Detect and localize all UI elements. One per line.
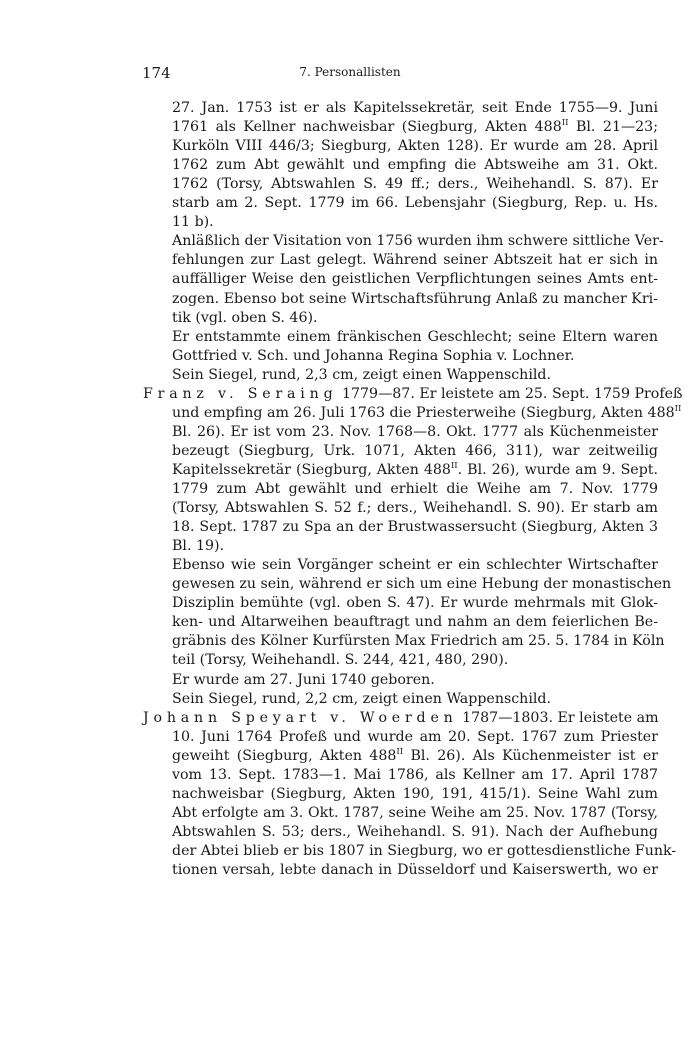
text-line: 18. Sept. 1787 zu Spa an der Brustwassersucht (Siegburg, Akten 3 (172, 519, 658, 536)
text-line: gewesen zu sein, während er sich um eine Hebung der monastischen (172, 576, 672, 593)
text-line: Er wurde am 27. Juni 1740 geboren. (172, 671, 435, 688)
text-line: 1761 als Kellner nachweisbar (Siegburg, Akten $488^{II}$ Bl. 21—23; (172, 118, 658, 136)
text-line: 1762 (Torsy, Abtswahlen S. 49 ff.; ders., Weihehandl. S. 87). Er (172, 176, 658, 193)
roman-superscript: II (450, 460, 458, 471)
abbot-name: Johann Speyart v. Woerden (143, 709, 458, 726)
text-line: Ebenso wie sein Vorgänger scheint er ein schlechter Wirtschafter (172, 557, 658, 574)
roman-superscript: II (396, 746, 404, 757)
text-line: (Torsy, Abtswahlen S. 52 f.; ders., Weihehandl. S. 90). Er starb am (172, 500, 658, 517)
text-line: vom 13. Sept. 1783—1. Mai 1786, als Kellner am 17. April 1787 (172, 766, 658, 783)
text-line: Abtswahlen S. 53; ders., Weihehandl. S. 91). Nach der Aufhebung (172, 823, 658, 840)
text-line: Anläßlich der Visitation von 1756 wurden ihm schwere sittliche Ver- (172, 233, 664, 250)
text-line: Bl. 26). Er ist vom 23. Nov. 1768—8. Okt. 1777 als Küchenmeister (172, 423, 658, 440)
text-line: Bl. 19). (172, 538, 225, 555)
text-line: auffälliger Weise den geistlichen Verpflichtungen seines Amts ent- (172, 271, 658, 288)
text-line: starb am 2. Sept. 1779 im 66. Lebensjahr (Siegburg, Rep. u. Hs. (172, 195, 658, 212)
page-header (0, 64, 700, 86)
text-line: 27. Jan. 1753 ist er als Kapitelssekretär, seit Ende 1755—9. Juni (172, 100, 658, 116)
text-line: 1779 zum Abt gewählt und erhielt die Weihe am 7. Nov. 1779 (172, 481, 658, 497)
text-line: 10. Juni 1764 Profeß und wurde am 20. Sept. 1767 zum Priester (172, 728, 658, 745)
text-line: tionen versah, lebte danach in Düsseldorf und Kaiserswerth, wo er (172, 862, 658, 878)
text-line: tik (vgl. oben S. 46). (172, 309, 318, 326)
text-line: teil (Torsy, Weihehandl. S. 244, 421, 480, 290). (172, 652, 509, 669)
text-line: Sein Siegel, rund, 2,2 cm, zeigt einen Wappenschild. (172, 690, 551, 707)
text-line: Sein Siegel, rund, 2,3 cm, zeigt einen Wappenschild. (172, 366, 551, 383)
text-line: Kurköln VIII 446/3; Siegburg, Akten 128). Er wurde am 28. April (172, 138, 658, 155)
text-line: gräbnis des Kölner Kurfürsten Max Friedrich am 25. 5. 1784 in Köln (172, 633, 665, 650)
page-number: 174 (142, 64, 171, 82)
text-line: geweiht (Siegburg, Akten $488^{II}$ Bl. 26). Als Küchenmeister ist er (172, 746, 659, 764)
text-line: 11 b). (172, 214, 214, 231)
text-line: bezeugt (Siegburg, Urk. 1071, Akten 466, 311), war zeitweilig (172, 442, 658, 459)
text-line: Kapitelssekretär (Siegburg, Akten $488^{II}$. Bl. 26), wurde am 9. Sept. (172, 460, 658, 478)
text-line: fehlungen zur Last gelegt. Während seiner Abtszeit hat er sich in (172, 252, 658, 269)
entry-heading-line: Johann Speyart v. Woerden 1787—1803. Er leistete am (143, 709, 659, 726)
text-line: Disziplin bemühte (vgl. oben S. 47). Er wurde mehrmals mit Glok- (172, 595, 658, 612)
text-line: der Abtei blieb er bis 1807 in Siegburg, wo er gottesdienstliche Funk- (172, 842, 677, 859)
running-title: 7. Personallisten (299, 65, 401, 79)
text-line: zogen. Ebenso bot seine Wirtschaftsführung Anlaß zu mancher Kri- (172, 290, 658, 307)
abbot-name: Franz v. Seraing (143, 385, 338, 402)
text-line: 1762 zum Abt gewählt und empfing die Abtsweihe am 31. Okt. (172, 157, 658, 174)
text-line: nachweisbar (Siegburg, Akten 190, 191, 415/1). Seine Wahl zum (172, 785, 658, 802)
text-line: und empfing am 26. Juli 1763 die Priesterweihe (Siegburg, Akten $488^{II}$ (172, 403, 682, 421)
text-line: Abt erfolgte am 3. Okt. 1787, seine Weihe am 25. Nov. 1787 (Torsy, (172, 804, 658, 821)
text-line: Gottfried v. Sch. und Johanna Regina Sophia v. Lochner. (172, 347, 575, 364)
roman-superscript: II (674, 403, 682, 414)
text-line: ken- und Altarweihen beauftragt und nahm an dem feierlichen Be- (172, 614, 658, 631)
text-line: Er entstammte einem fränkischen Geschlecht; seine Eltern waren (172, 328, 658, 345)
roman-superscript: II (561, 118, 569, 129)
entry-heading-line: Franz v. Seraing 1779—87. Er leistete am 25. Sept. 1759 Profeß (143, 385, 683, 402)
